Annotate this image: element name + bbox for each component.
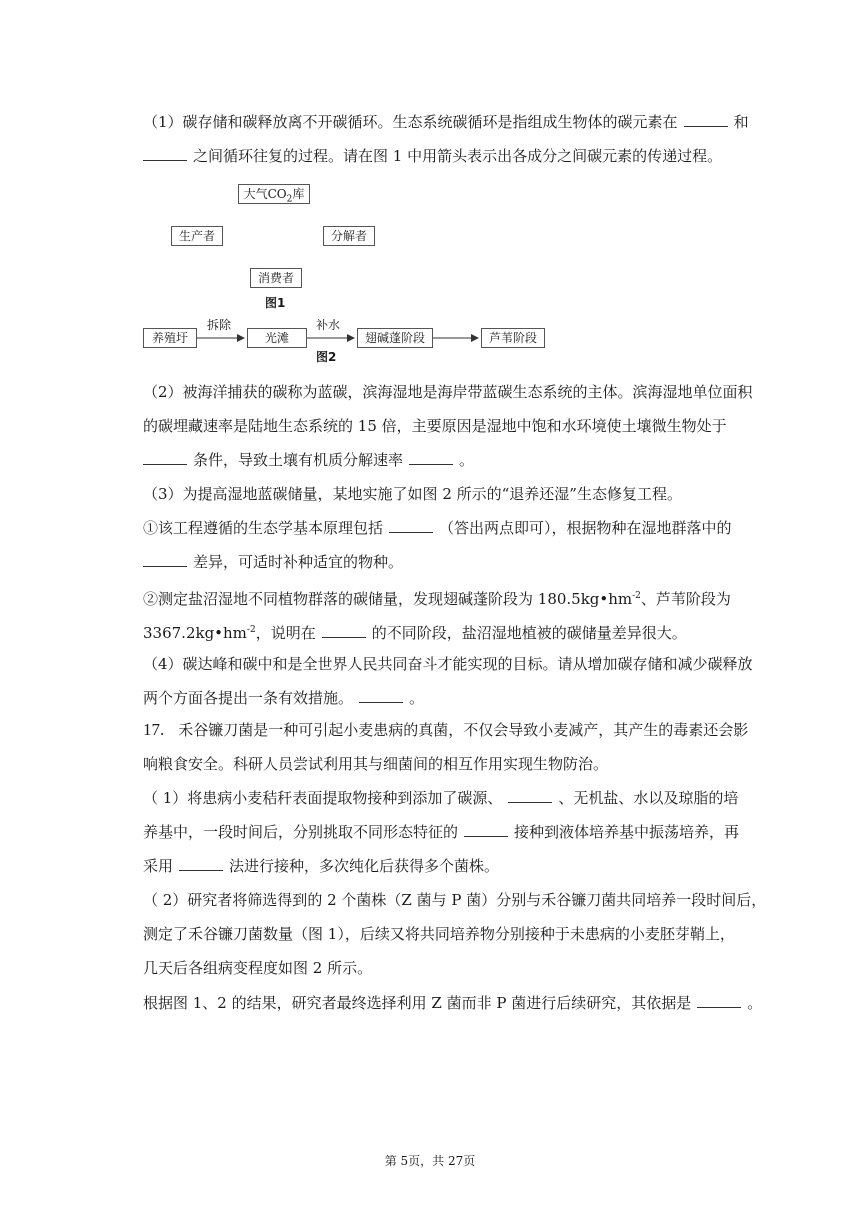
q16-p4-line2	[143, 688, 424, 708]
q16-p4-line1: （4）碳达峰和碳中和是全世界人民共同奋斗才能实现的目标。请从增加碳存储和减少碳释放	[143, 655, 753, 673]
answer-blank[interactable]	[143, 552, 187, 567]
q16-p2-line3	[143, 450, 474, 470]
aquaculture-pond-box: 养殖圩	[143, 328, 197, 348]
page-footer: 第 5页，共 27页	[384, 1154, 476, 1168]
text: 。	[747, 994, 763, 1012]
text: 的不同阶段，盐沼湿地植被的碳储量差异很大。	[371, 624, 687, 642]
subscript: 2	[286, 194, 293, 205]
figure-1-caption: 图1	[265, 296, 286, 310]
text: 两个方面各提出一条有效措施。	[143, 689, 354, 707]
text: 和	[733, 113, 749, 131]
superscript: -2	[632, 591, 641, 601]
answer-blank[interactable]	[143, 146, 187, 161]
q16-p3-line1: （3）为提高湿地蓝碳储量，某地实施了如图 2 所示的“退养还湿”生态修复工程。	[143, 485, 682, 503]
text: 差异，可适时补种适宜的物种。	[193, 553, 404, 571]
mudflat-box: 光滩	[247, 328, 307, 348]
answer-blank[interactable]	[697, 993, 741, 1008]
answer-blank[interactable]	[389, 518, 433, 533]
producer-box: 生产者	[171, 226, 223, 246]
text: （答出两点即可），根据物种在湿地群落中的	[439, 519, 732, 537]
q16-p3-line3	[143, 552, 403, 572]
text: 库	[292, 187, 305, 201]
q17-p3-line1	[143, 993, 762, 1013]
text: 大气CO	[243, 187, 287, 201]
text: 养基中，一段时间后，分别挑取不同形态特征的	[143, 823, 459, 841]
q17-p1-line1	[143, 788, 738, 808]
answer-blank[interactable]	[508, 788, 552, 803]
answer-blank[interactable]	[684, 112, 728, 127]
superscript: -2	[246, 625, 256, 635]
arrow-label-demolish: 拆除	[207, 318, 232, 332]
consumer-box: 消费者	[250, 268, 302, 288]
q16-p3-line5	[143, 620, 687, 643]
text: 根据图 1、2 的结果，研究者最终选择利用 Z 菌而非 P 菌进行后续研究，其依据是	[143, 994, 692, 1012]
text: 条件，导致土壤有机质分解速率	[193, 451, 404, 469]
text: ①该工程遵循的生态学基本原理包括	[143, 519, 384, 537]
q17-p2-line3: 几天后各组病变程度如图 2 所示。	[143, 959, 373, 977]
q16-p3-line2	[143, 518, 732, 538]
text: 法进行接种，多次纯化后获得多个菌株。	[229, 857, 500, 875]
q17-p2-line1: （ 2）研究者将筛选得到的 2 个菌株（Z 菌与 P 菌）分别与禾谷镰刀菌共同培养一段时间后，	[143, 891, 767, 909]
answer-blank[interactable]	[322, 623, 366, 638]
text: ②测定盐沼湿地不同植物群落的碳储量，发现翅碱蓬阶段为 180.5kg•hm	[143, 590, 633, 608]
text: 接种到液体培养基中振荡培养，再	[514, 823, 740, 841]
text: 、芦苇阶段为	[640, 590, 731, 608]
q16-p1-line1	[143, 112, 749, 132]
q16-p2-line2: 的碳埋藏速率是陆地生态系统的 15 倍，主要原因是湿地中饱和水环境使土壤微生物处于	[143, 417, 727, 435]
q16-p1-line2	[143, 146, 722, 166]
text: 采用	[143, 857, 174, 875]
text: 之间循环往复的过程。请在图 1 中用箭头表示出各成分之间碳元素的传递过程。	[193, 147, 723, 165]
answer-blank[interactable]	[359, 688, 403, 703]
question-number: 17.	[143, 720, 165, 739]
text: 3367.2kg•hm	[143, 624, 247, 642]
text: 。	[459, 451, 475, 469]
text: 。	[409, 689, 425, 707]
q17-p1-line3	[143, 856, 499, 876]
arrow-label-water: 补水	[316, 318, 341, 332]
reed-stage-box: 芦苇阶段	[481, 328, 545, 348]
text: （1）碳存储和碳释放离不开碳循环。生态系统碳循环是指组成生物体的碳元素在	[143, 113, 678, 131]
q16-p3-line4	[143, 586, 731, 609]
suaeda-stage-box: 翅碱蓬阶段	[357, 328, 433, 348]
q17-intro-line2: 响粮食安全。科研人员尝试利用其与细菌间的相互作用实现生物防治。	[143, 755, 609, 773]
text: 禾谷镰刀菌是一种可引起小麦患病的真菌，不仅会导致小麦减产，其产生的毒素还会影	[178, 721, 749, 739]
q17-p1-line2	[143, 822, 739, 842]
figure-2-caption: 图2	[316, 350, 337, 364]
answer-blank[interactable]	[179, 856, 223, 871]
answer-blank[interactable]	[143, 450, 187, 465]
answer-blank[interactable]	[464, 822, 508, 837]
text: ，说明在	[255, 624, 316, 642]
q17-intro-line1	[143, 720, 748, 740]
text: （ 1）将患病小麦秸秆表面提取物接种到添加了碳源、	[143, 789, 503, 807]
q16-p2-line1: （2）被海洋捕获的碳称为蓝碳，滨海湿地是海岸带蓝碳生态系统的主体。滨海湿地单位面积	[143, 383, 753, 401]
atmosphere-co2-box	[238, 184, 310, 204]
text: 、无机盐、水以及琼脂的培	[558, 789, 739, 807]
figure-2-arrows	[0, 0, 860, 360]
decomposer-box: 分解者	[323, 226, 375, 246]
answer-blank[interactable]	[409, 450, 453, 465]
q17-p2-line2: 测定了禾谷镰刀菌数量（图 1），后续又将共同培养物分别接种于未患病的小麦胚芽鞘上，	[143, 925, 735, 943]
